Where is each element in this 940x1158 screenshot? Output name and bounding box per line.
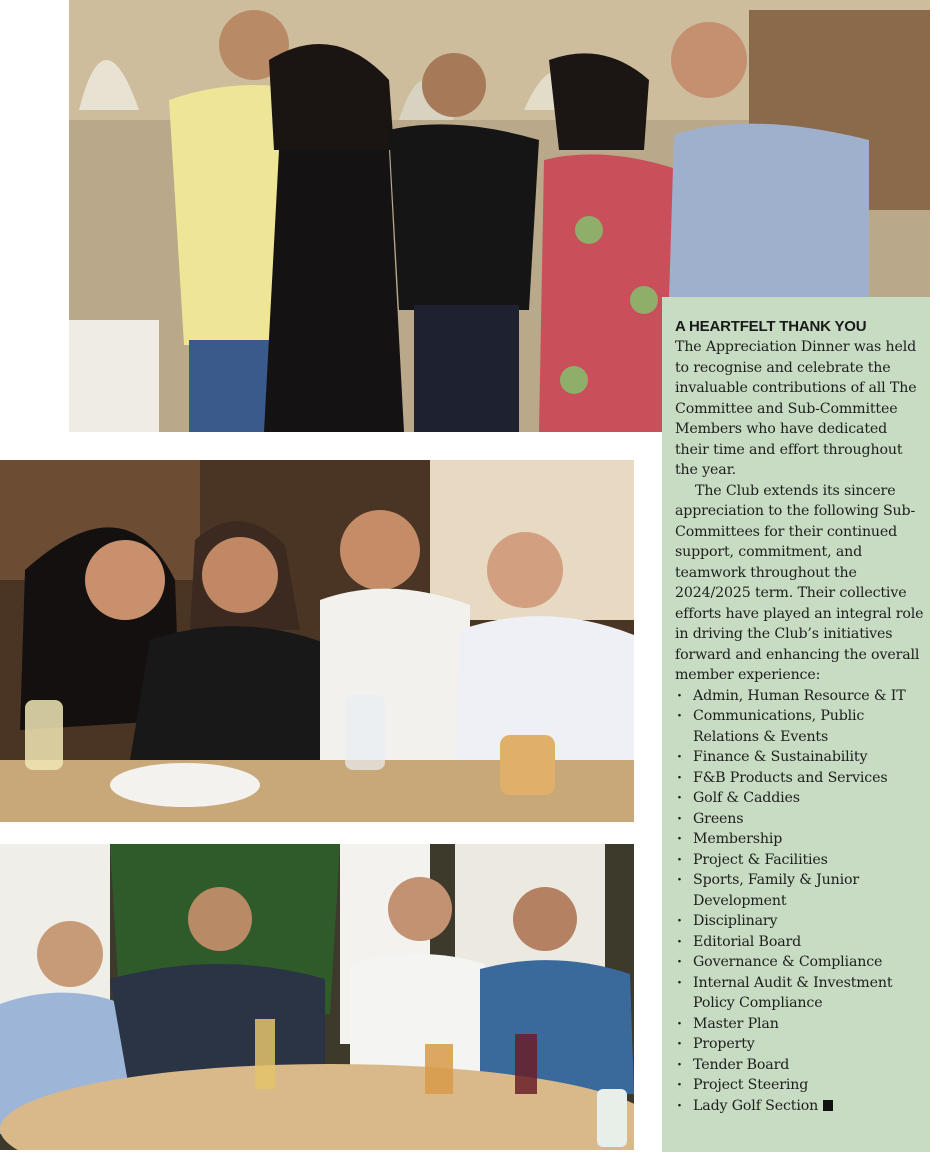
article-paragraph-appreciation: The Club extends its sincere appreciation to the following Sub-Committees for their continued support, commitment, and teamwork throughout the 2024/2025 term. Their collective efforts have played an integral role in driving the Club’s initiatives forward and enhancing the overall member experience:	[675, 482, 924, 683]
list-item: · Governance & Compliance	[675, 952, 924, 973]
list-item: · Greens	[675, 809, 924, 830]
list-item: · Editorial Board	[675, 932, 924, 953]
list-item: · Sports, Family & Junior Development	[675, 870, 924, 911]
list-item: · F&B Products and Services	[675, 768, 924, 789]
list-item: · Internal Audit & Investment Policy Compliance	[675, 973, 924, 1014]
list-item: · Golf & Caddies	[675, 788, 924, 809]
list-item: · Disciplinary	[675, 911, 924, 932]
list-item: · Membership	[675, 829, 924, 850]
list-item: · Tender Board	[675, 1055, 924, 1076]
article-panel	[662, 297, 930, 1152]
list-item-last	[675, 1096, 924, 1117]
list-item: · Property	[675, 1034, 924, 1055]
list-item: · Communications, Public Relations & Events	[675, 706, 924, 747]
list-item-label: Lady Golf Section	[693, 1097, 819, 1114]
article-heading: A HEARTFELT THANK YOU	[675, 318, 867, 335]
article-paragraph-intro: The Appreciation Dinner was held to recognise and celebrate the invaluable contributions of all The Committee and Sub-Committee Members who have dedicated their time and effort throughout the year.	[675, 339, 917, 478]
end-of-article-mark	[823, 1100, 833, 1111]
list-item: · Finance & Sustainability	[675, 747, 924, 768]
list-item: · Master Plan	[675, 1014, 924, 1035]
list-item: · Admin, Human Resource & IT	[675, 686, 924, 707]
photo-middle-table	[0, 460, 634, 822]
sub-committee-list	[675, 686, 924, 1117]
list-item: · Project & Facilities	[675, 850, 924, 871]
list-item: · Project Steering	[675, 1075, 924, 1096]
photo-bottom-group	[0, 844, 634, 1150]
